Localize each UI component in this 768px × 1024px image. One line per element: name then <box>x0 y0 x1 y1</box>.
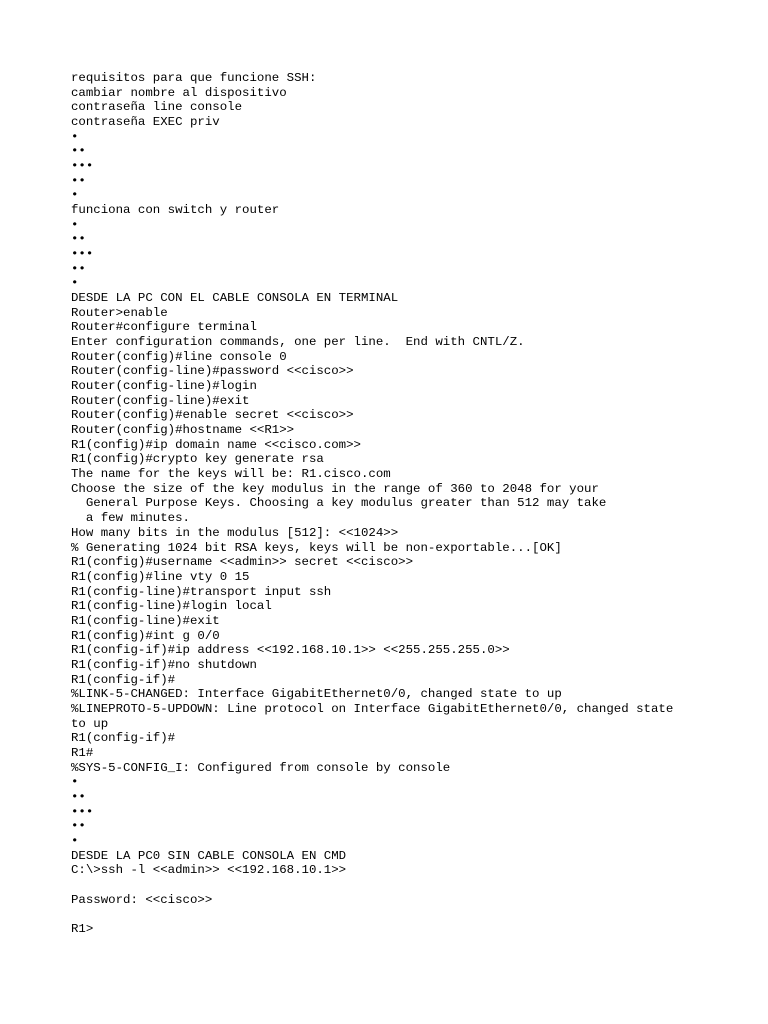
section-heading: DESDE LA PC CON EL CABLE CONSOLA EN TERMINAL <box>71 291 399 306</box>
cli-line: Router(config)#line console 0 <box>71 349 287 364</box>
cli-line: R1(config)#username <<admin>> secret <<cisco>> <box>71 555 414 570</box>
cli-line: The name for the keys will be: R1.cisco.com <box>71 467 391 482</box>
bullet-line: • <box>71 833 79 848</box>
cli-line: R1(config-line)#exit <box>71 613 220 628</box>
cli-line: Choose the size of the key modulus in the range of 360 to 2048 for your <box>71 481 599 496</box>
cli-line: %LINK-5-CHANGED: Interface GigabitEthernet0/0, changed state to up <box>71 687 562 702</box>
cli-line: % Generating 1024 bit RSA keys, keys will be non-exportable...[OK] <box>71 540 562 555</box>
text-line: contraseña line console <box>71 100 243 115</box>
bullet-line: • <box>71 188 79 203</box>
cli-line: %LINEPROTO-5-UPDOWN: Line protocol on Interface GigabitEthernet0/0, changed state <box>71 701 674 716</box>
bullet-line: •• <box>71 261 86 276</box>
cli-line: R1(config-if)# <box>71 731 176 746</box>
bullet-line: •• <box>71 144 86 159</box>
bullet-line: •• <box>71 819 86 834</box>
section-heading: DESDE LA PC0 SIN CABLE CONSOLA EN CMD <box>71 848 347 863</box>
cli-line: R1(config)#line vty 0 15 <box>71 569 250 584</box>
cli-line: R1(config-line)#transport input ssh <box>71 584 332 599</box>
cli-line: Router(config)#enable secret <<cisco>> <box>71 408 354 423</box>
text-line: cambiar nombre al dispositivo <box>71 85 287 100</box>
cli-line: R1(config-if)# <box>71 672 176 687</box>
text-line: requisitos para que funcione SSH: <box>71 71 317 85</box>
cli-line: R1# <box>71 745 94 760</box>
bullet-line: • <box>71 129 79 144</box>
cli-line: Router>enable <box>71 305 168 320</box>
bullet-line: • <box>71 276 79 291</box>
bullet-line: • <box>71 775 79 790</box>
bullet-line: ••• <box>71 247 94 262</box>
cli-line: Password: <<cisco>> <box>71 892 213 907</box>
cli-line: How many bits in the modulus [512]: <<1024>> <box>71 525 399 540</box>
bullet-line: •• <box>71 232 86 247</box>
blank-line <box>71 907 711 922</box>
cli-line: Router(config)#hostname <<R1>> <box>71 423 295 438</box>
cli-line: R1(config-if)#no shutdown <box>71 657 257 672</box>
text-line: funciona con switch y router <box>71 203 280 218</box>
cli-line: Enter configuration commands, one per line. End with CNTL/Z. <box>71 335 525 350</box>
cli-line: Router(config-line)#login <box>71 379 257 394</box>
cli-line: Router#configure terminal <box>71 320 257 335</box>
blank-line <box>71 878 711 893</box>
cli-line: R1(config)#int g 0/0 <box>71 628 220 643</box>
cli-line: R1(config-line)#login local <box>71 599 272 614</box>
bullet-line: • <box>71 217 79 232</box>
cli-line: R1(config)#ip domain name <<cisco.com>> <box>71 437 361 452</box>
bullet-line: ••• <box>71 804 94 819</box>
cli-line: %SYS-5-CONFIG_I: Configured from console by console <box>71 760 451 775</box>
bullet-line: •• <box>71 173 86 188</box>
cli-line: R1(config)#crypto key generate rsa <box>71 452 324 467</box>
text-line: contraseña EXEC priv <box>71 115 220 130</box>
bullet-line: •• <box>71 789 86 804</box>
cli-line: a few minutes. <box>71 511 190 526</box>
cli-line: Router(config-line)#exit <box>71 393 250 408</box>
cli-line: General Purpose Keys. Choosing a key modulus greater than 512 may take <box>71 496 607 511</box>
cli-line: to up <box>71 716 109 731</box>
cli-line: C:\>ssh -l <<admin>> <<192.168.10.1>> <box>71 863 347 878</box>
cli-line: R1(config-if)#ip address <<192.168.10.1>> <<255.255.255.0>> <box>71 643 510 658</box>
cli-line: Router(config-line)#password <<cisco>> <box>71 364 354 379</box>
cli-line: R1> <box>71 921 94 936</box>
document-body <box>71 71 711 937</box>
bullet-line: ••• <box>71 159 94 174</box>
